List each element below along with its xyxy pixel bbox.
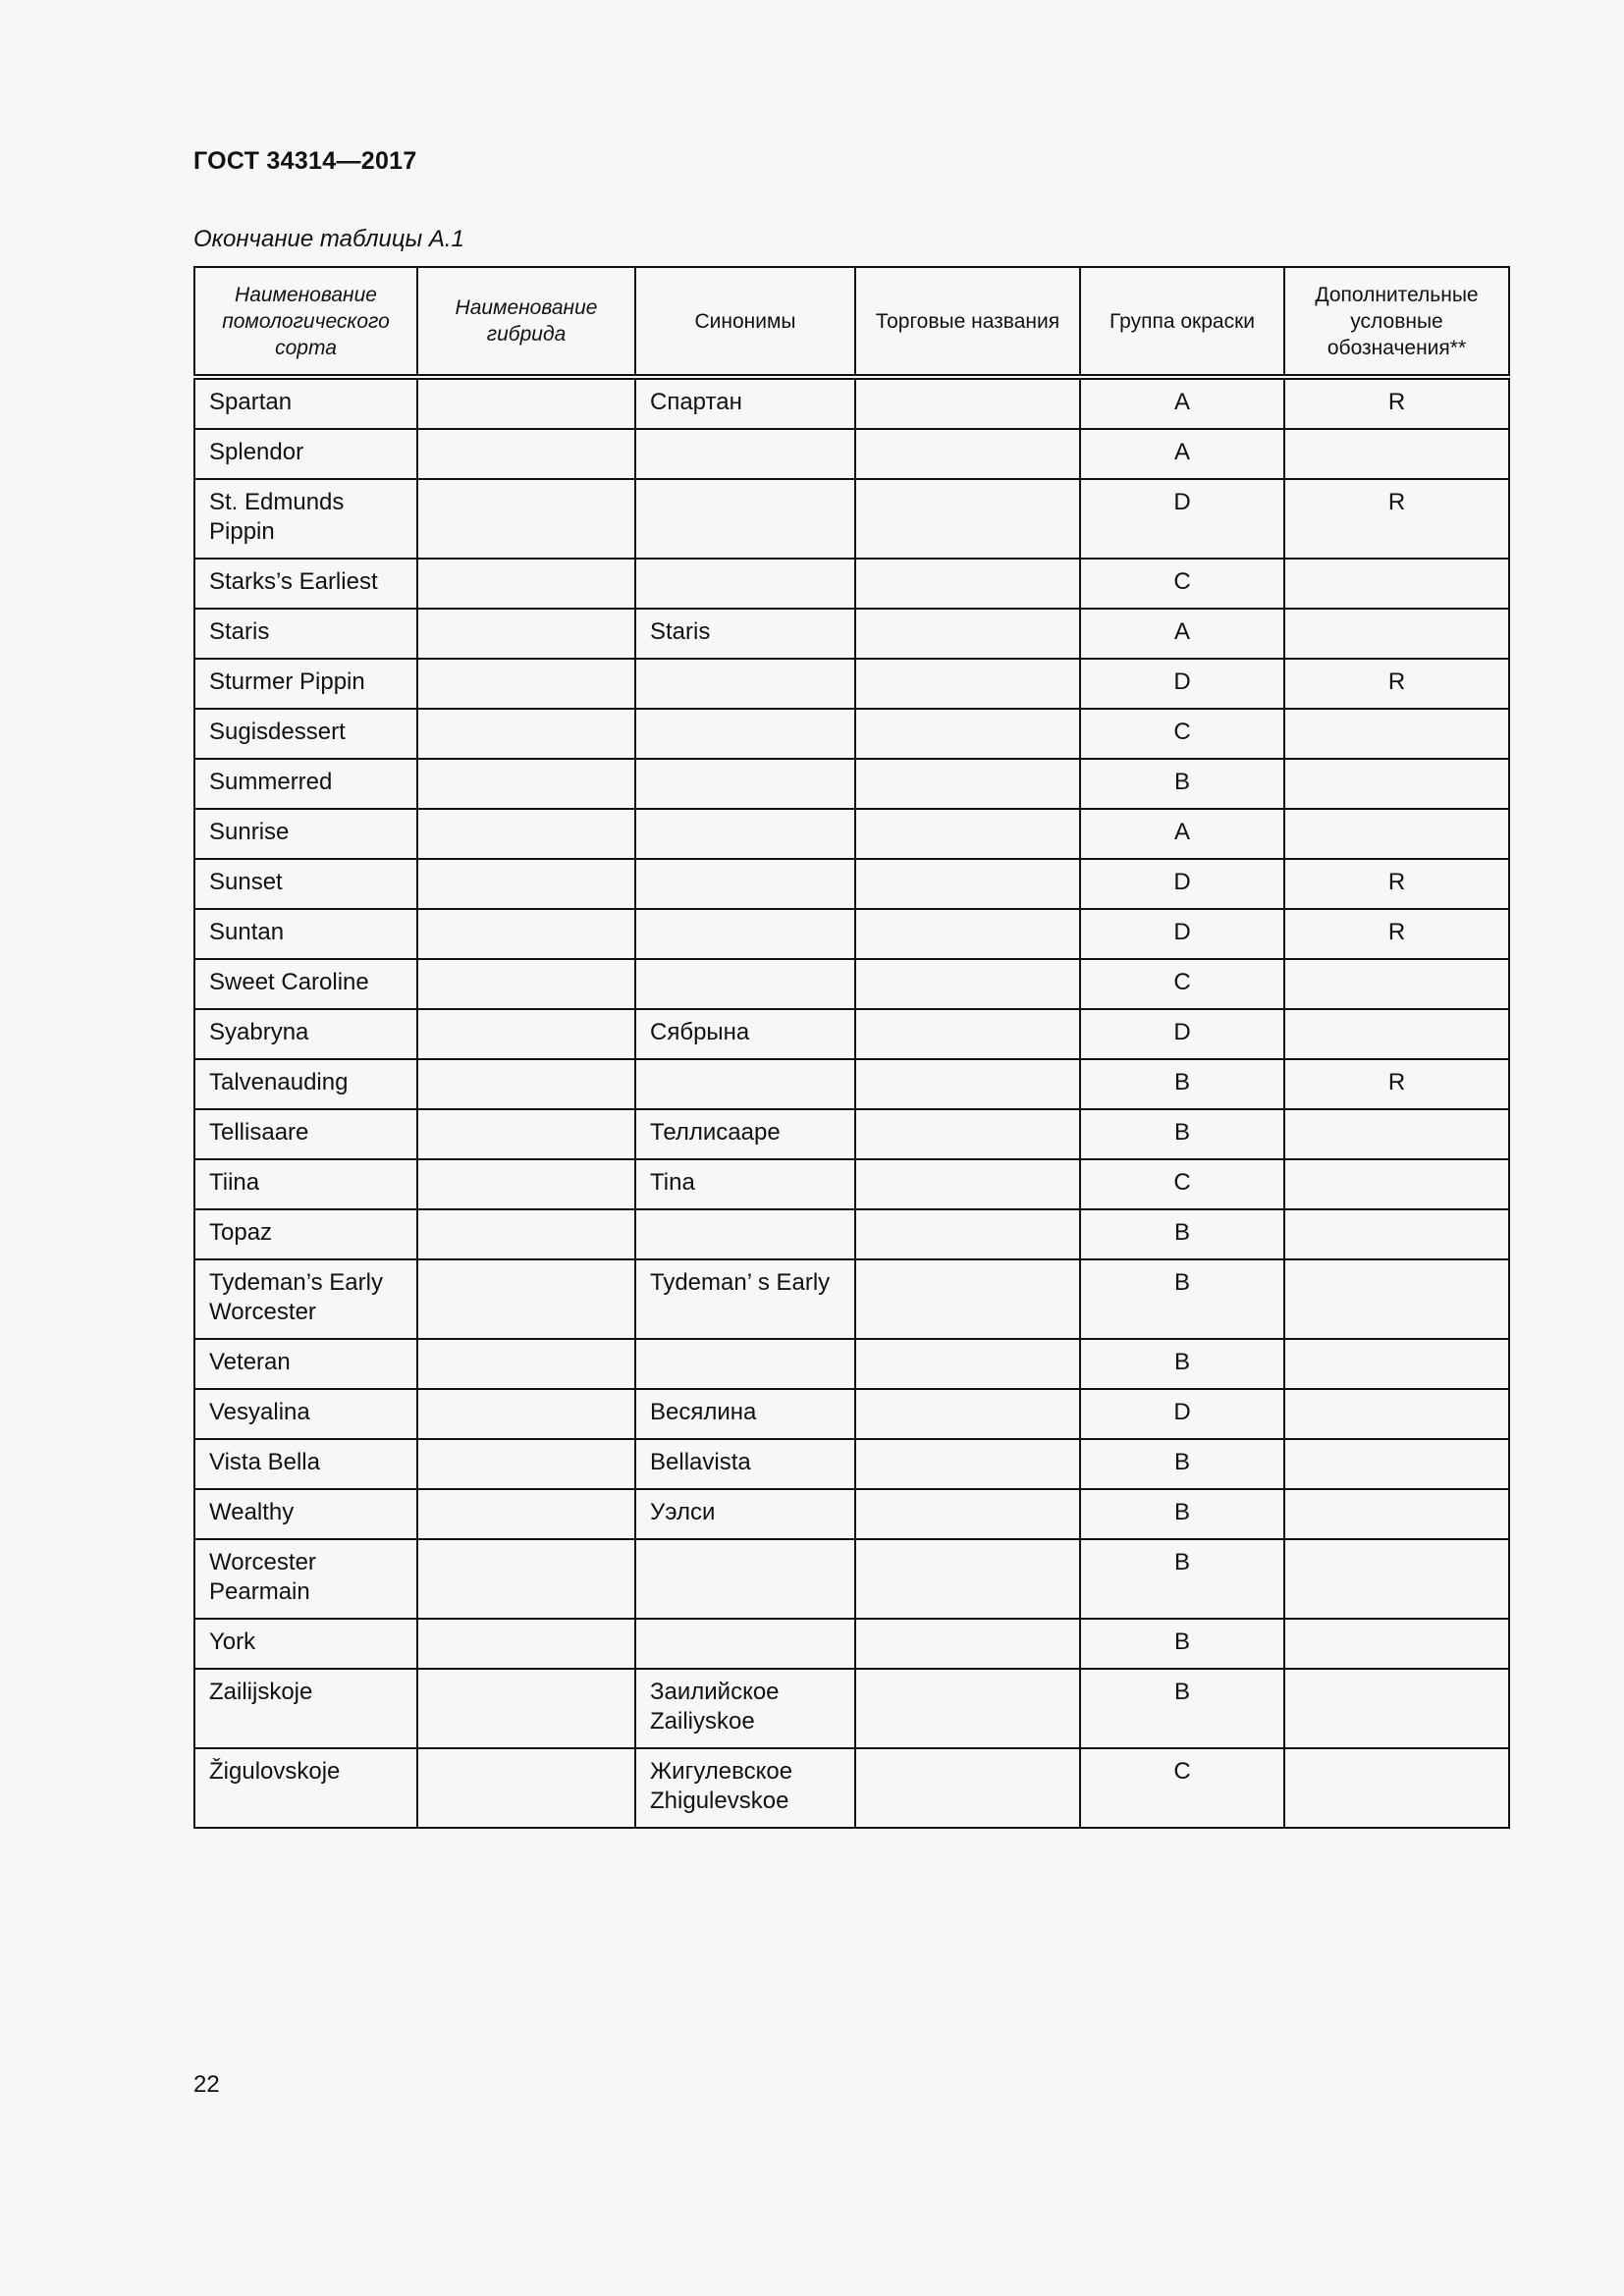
cell-color-group: A	[1080, 429, 1284, 479]
cell-variety: Spartan	[194, 377, 417, 429]
cell-additional-marks	[1284, 1619, 1509, 1669]
cell-additional-marks	[1284, 1339, 1509, 1389]
cell-variety: Sugisdessert	[194, 709, 417, 759]
cell-hybrid	[417, 709, 635, 759]
column-header-synonyms: Синонимы	[635, 267, 855, 377]
cell-color-group: B	[1080, 1539, 1284, 1619]
cell-synonyms: Bellavista	[635, 1439, 855, 1489]
cell-hybrid	[417, 659, 635, 709]
cell-trade-names	[855, 479, 1080, 559]
cell-color-group: D	[1080, 1009, 1284, 1059]
cell-variety: Wealthy	[194, 1489, 417, 1539]
cell-additional-marks	[1284, 1259, 1509, 1339]
cell-synonyms: Уэлси	[635, 1489, 855, 1539]
cell-trade-names	[855, 1109, 1080, 1159]
table-row	[194, 429, 1509, 479]
cell-variety: Tydeman’s Early Worcester	[194, 1259, 417, 1339]
cell-additional-marks	[1284, 1439, 1509, 1489]
cell-synonyms: Жигулевское Zhigulevskoe	[635, 1748, 855, 1828]
cell-trade-names	[855, 1209, 1080, 1259]
cell-variety: Topaz	[194, 1209, 417, 1259]
cell-synonyms	[635, 429, 855, 479]
column-header-variety: Наименование помологического сорта	[194, 267, 417, 377]
cell-synonyms	[635, 709, 855, 759]
cell-hybrid	[417, 909, 635, 959]
cell-color-group: C	[1080, 709, 1284, 759]
cell-color-group: C	[1080, 959, 1284, 1009]
cell-additional-marks	[1284, 759, 1509, 809]
table-row	[194, 609, 1509, 659]
cell-trade-names	[855, 709, 1080, 759]
table-row	[194, 559, 1509, 609]
cell-synonyms	[635, 1539, 855, 1619]
cell-trade-names	[855, 377, 1080, 429]
cell-trade-names	[855, 1389, 1080, 1439]
cell-hybrid	[417, 1259, 635, 1339]
table-row	[194, 479, 1509, 559]
table-row	[194, 1159, 1509, 1209]
cell-synonyms	[635, 1619, 855, 1669]
cell-synonyms: Tydeman’ s Early	[635, 1259, 855, 1339]
cell-color-group: A	[1080, 609, 1284, 659]
cell-hybrid	[417, 859, 635, 909]
cell-trade-names	[855, 1339, 1080, 1389]
cell-synonyms	[635, 959, 855, 1009]
cell-additional-marks	[1284, 1109, 1509, 1159]
table-row	[194, 1059, 1509, 1109]
table-row	[194, 1259, 1509, 1339]
column-header-additional-marks: Дополнительные условные обозначения**	[1284, 267, 1509, 377]
cell-hybrid	[417, 377, 635, 429]
cell-trade-names	[855, 1159, 1080, 1209]
cell-hybrid	[417, 1159, 635, 1209]
cell-synonyms	[635, 479, 855, 559]
cell-additional-marks	[1284, 1389, 1509, 1439]
cell-additional-marks: R	[1284, 479, 1509, 559]
cell-hybrid	[417, 809, 635, 859]
table-row	[194, 659, 1509, 709]
cell-color-group: D	[1080, 909, 1284, 959]
cell-trade-names	[855, 1748, 1080, 1828]
cell-trade-names	[855, 429, 1080, 479]
cell-trade-names	[855, 1539, 1080, 1619]
cell-variety: Splendor	[194, 429, 417, 479]
cell-trade-names	[855, 1669, 1080, 1748]
cell-hybrid	[417, 609, 635, 659]
cell-color-group: B	[1080, 1439, 1284, 1489]
page-number: 22	[193, 2071, 220, 2098]
cell-hybrid	[417, 1059, 635, 1109]
table-caption: Окончание таблицы А.1	[193, 226, 464, 252]
cell-hybrid	[417, 1009, 635, 1059]
cell-hybrid	[417, 1489, 635, 1539]
cell-additional-marks	[1284, 609, 1509, 659]
cell-additional-marks	[1284, 1009, 1509, 1059]
cell-trade-names	[855, 1489, 1080, 1539]
cell-hybrid	[417, 759, 635, 809]
table-row	[194, 709, 1509, 759]
cell-synonyms: Теллисааре	[635, 1109, 855, 1159]
table-row	[194, 909, 1509, 959]
cell-color-group: A	[1080, 809, 1284, 859]
cell-trade-names	[855, 909, 1080, 959]
cell-hybrid	[417, 1748, 635, 1828]
cell-color-group: C	[1080, 559, 1284, 609]
cell-synonyms	[635, 1339, 855, 1389]
table-row	[194, 859, 1509, 909]
cell-synonyms	[635, 559, 855, 609]
cell-hybrid	[417, 1439, 635, 1489]
cell-additional-marks	[1284, 1209, 1509, 1259]
cell-trade-names	[855, 1439, 1080, 1489]
table-row	[194, 1489, 1509, 1539]
cell-trade-names	[855, 809, 1080, 859]
cell-synonyms	[635, 909, 855, 959]
cell-additional-marks	[1284, 709, 1509, 759]
column-header-hybrid: Наименование гибрида	[417, 267, 635, 377]
cell-color-group: B	[1080, 1059, 1284, 1109]
cell-synonyms	[635, 659, 855, 709]
table-row	[194, 1339, 1509, 1389]
cell-variety: Staris	[194, 609, 417, 659]
table-row	[194, 1209, 1509, 1259]
cell-variety: Vista Bella	[194, 1439, 417, 1489]
table-row	[194, 1109, 1509, 1159]
cell-hybrid	[417, 1389, 635, 1439]
cell-color-group: A	[1080, 377, 1284, 429]
cell-hybrid	[417, 1339, 635, 1389]
cell-variety: Vesyalina	[194, 1389, 417, 1439]
cell-variety: Sweet Caroline	[194, 959, 417, 1009]
cell-additional-marks	[1284, 1489, 1509, 1539]
cell-color-group: D	[1080, 659, 1284, 709]
cell-hybrid	[417, 1539, 635, 1619]
cell-trade-names	[855, 859, 1080, 909]
cell-synonyms	[635, 859, 855, 909]
cell-synonyms	[635, 1059, 855, 1109]
cell-variety: Summerred	[194, 759, 417, 809]
cell-variety: Worcester Pearmain	[194, 1539, 417, 1619]
cell-synonyms	[635, 809, 855, 859]
cell-color-group: B	[1080, 1109, 1284, 1159]
table-row	[194, 759, 1509, 809]
cell-synonyms: Весялина	[635, 1389, 855, 1439]
cell-synonyms: Спартан	[635, 377, 855, 429]
cell-synonyms	[635, 759, 855, 809]
cell-trade-names	[855, 1259, 1080, 1339]
table-row	[194, 1669, 1509, 1748]
cell-synonyms: Tina	[635, 1159, 855, 1209]
table-row	[194, 959, 1509, 1009]
cell-hybrid	[417, 1619, 635, 1669]
cell-hybrid	[417, 559, 635, 609]
cell-synonyms: Сябрына	[635, 1009, 855, 1059]
cell-hybrid	[417, 1669, 635, 1748]
cell-variety: Starks’s Earliest	[194, 559, 417, 609]
table-row	[194, 1539, 1509, 1619]
cell-hybrid	[417, 429, 635, 479]
cell-additional-marks	[1284, 1159, 1509, 1209]
varieties-table	[193, 266, 1510, 1829]
cell-variety: Talvenauding	[194, 1059, 417, 1109]
cell-color-group: D	[1080, 479, 1284, 559]
table-row	[194, 1619, 1509, 1669]
table-row	[194, 1389, 1509, 1439]
cell-trade-names	[855, 959, 1080, 1009]
cell-additional-marks: R	[1284, 377, 1509, 429]
cell-variety: St. Edmunds Pippin	[194, 479, 417, 559]
column-header-color-group: Группа окраски	[1080, 267, 1284, 377]
cell-color-group: D	[1080, 859, 1284, 909]
cell-hybrid	[417, 1209, 635, 1259]
cell-hybrid	[417, 959, 635, 1009]
cell-additional-marks: R	[1284, 859, 1509, 909]
cell-variety: Sturmer Pippin	[194, 659, 417, 709]
cell-variety: Tellisaare	[194, 1109, 417, 1159]
cell-synonyms	[635, 1209, 855, 1259]
cell-trade-names	[855, 659, 1080, 709]
cell-additional-marks: R	[1284, 659, 1509, 709]
cell-variety: Sunset	[194, 859, 417, 909]
table-row	[194, 1439, 1509, 1489]
cell-variety: Tiina	[194, 1159, 417, 1209]
cell-additional-marks	[1284, 429, 1509, 479]
table-row	[194, 809, 1509, 859]
cell-trade-names	[855, 609, 1080, 659]
cell-synonyms: Заилийское Zailiyskoe	[635, 1669, 855, 1748]
cell-variety: York	[194, 1619, 417, 1669]
cell-color-group: C	[1080, 1159, 1284, 1209]
table-header-row	[194, 267, 1509, 377]
cell-color-group: B	[1080, 1669, 1284, 1748]
cell-variety: Žigulovskoje	[194, 1748, 417, 1828]
document-title: ГОСТ 34314—2017	[193, 147, 417, 175]
cell-color-group: D	[1080, 1389, 1284, 1439]
cell-hybrid	[417, 1109, 635, 1159]
cell-variety: Veteran	[194, 1339, 417, 1389]
cell-synonyms: Staris	[635, 609, 855, 659]
cell-color-group: B	[1080, 1489, 1284, 1539]
column-header-trade-names: Торговые названия	[855, 267, 1080, 377]
cell-color-group: B	[1080, 1259, 1284, 1339]
cell-color-group: B	[1080, 759, 1284, 809]
cell-trade-names	[855, 759, 1080, 809]
cell-additional-marks	[1284, 1669, 1509, 1748]
cell-additional-marks	[1284, 559, 1509, 609]
cell-trade-names	[855, 559, 1080, 609]
table-row	[194, 1009, 1509, 1059]
cell-color-group: B	[1080, 1209, 1284, 1259]
cell-additional-marks	[1284, 1539, 1509, 1619]
cell-additional-marks	[1284, 959, 1509, 1009]
table-row	[194, 1748, 1509, 1828]
table-body	[194, 377, 1509, 1828]
cell-trade-names	[855, 1619, 1080, 1669]
cell-additional-marks	[1284, 809, 1509, 859]
cell-color-group: B	[1080, 1619, 1284, 1669]
cell-variety: Suntan	[194, 909, 417, 959]
cell-color-group: B	[1080, 1339, 1284, 1389]
cell-trade-names	[855, 1009, 1080, 1059]
cell-trade-names	[855, 1059, 1080, 1109]
cell-color-group: C	[1080, 1748, 1284, 1828]
table-row	[194, 377, 1509, 429]
cell-variety: Syabryna	[194, 1009, 417, 1059]
cell-additional-marks	[1284, 1748, 1509, 1828]
cell-variety: Sunrise	[194, 809, 417, 859]
cell-additional-marks: R	[1284, 909, 1509, 959]
cell-hybrid	[417, 479, 635, 559]
cell-variety: Zailijskoje	[194, 1669, 417, 1748]
cell-additional-marks: R	[1284, 1059, 1509, 1109]
